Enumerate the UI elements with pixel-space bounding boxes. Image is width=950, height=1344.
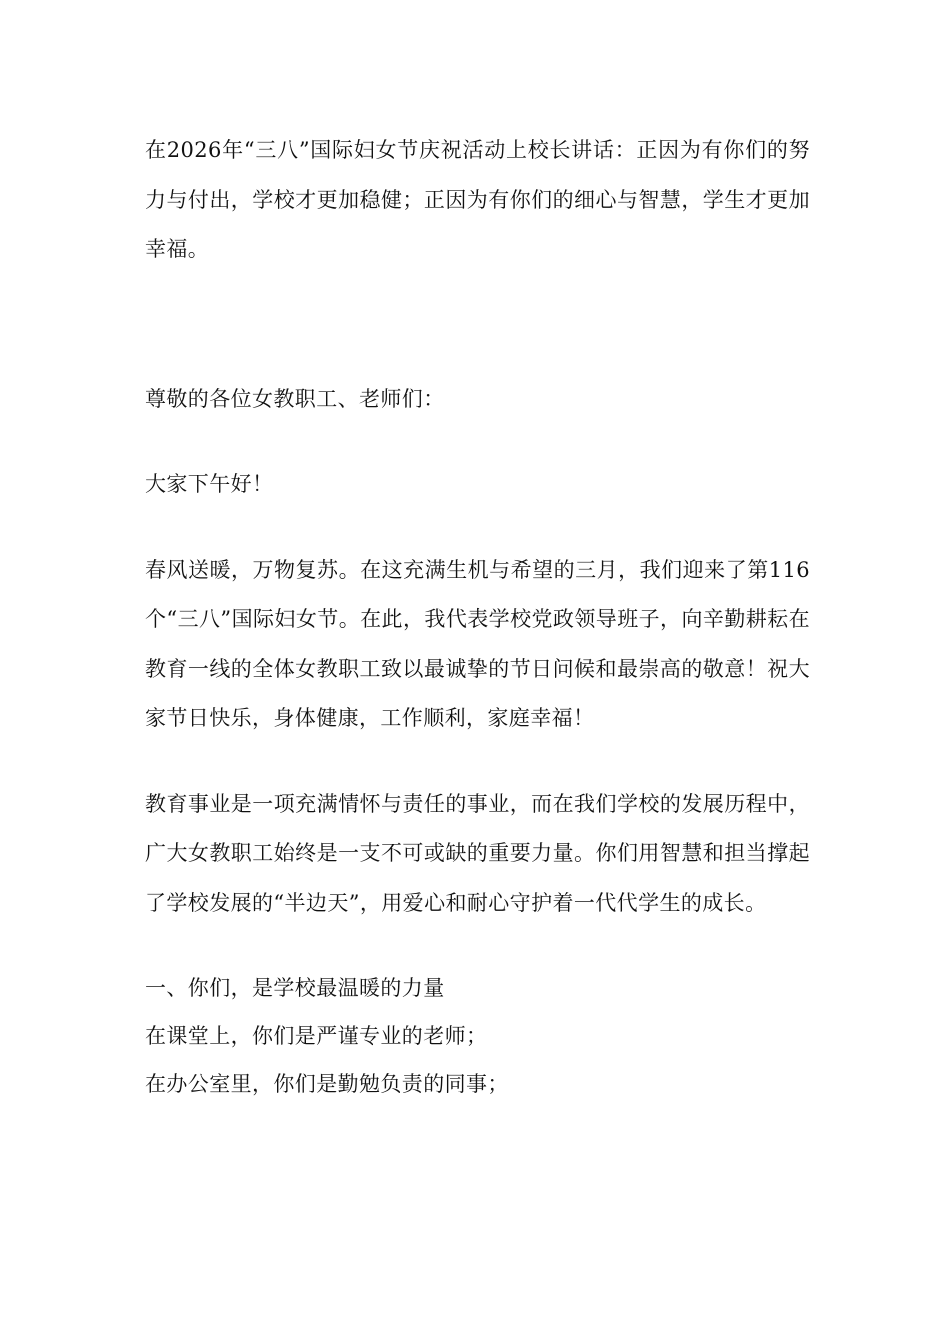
- document-title: 在2026年“三八”国际妇女节庆祝活动上校长讲话：正因为有你们的努力与付出，学校才更加稳健；正因为有你们的细心与智慧，学生才更加幸福。: [145, 138, 810, 261]
- paragraph-festival-greeting: 春风送暖，万物复苏。在这充满生机与希望的三月，我们迎来了第116个“三八”国际妇女节。在此，我代表学校党政领导班子，向辛勤耕耘在教育一线的全体女教职工致以最诚挚的节日问候和最崇高的敬意！祝大家节日快乐，身体健康，工作顺利，家庭幸福！: [145, 557, 810, 730]
- section-heading: 一、你们，是学校最温暖的力量: [145, 976, 445, 1000]
- section-line: 在课堂上，你们是严谨专业的老师；: [145, 1024, 488, 1048]
- greeting: 大家下午好！: [145, 472, 274, 496]
- paragraph-education-mission: 教育事业是一项充满情怀与责任的事业，而在我们学校的发展历程中，广大女教职工始终是一支不可或缺的重要力量。你们用智慧和担当撑起了学校发展的“半边天”，用爱心和耐心守护着一代代学生的成长。: [145, 791, 810, 915]
- section-line: 在办公室里，你们是勤勉负责的同事；: [145, 1072, 509, 1096]
- document-page: [145, 126, 810, 1108]
- salutation: 尊敬的各位女教职工、老师们：: [145, 386, 445, 411]
